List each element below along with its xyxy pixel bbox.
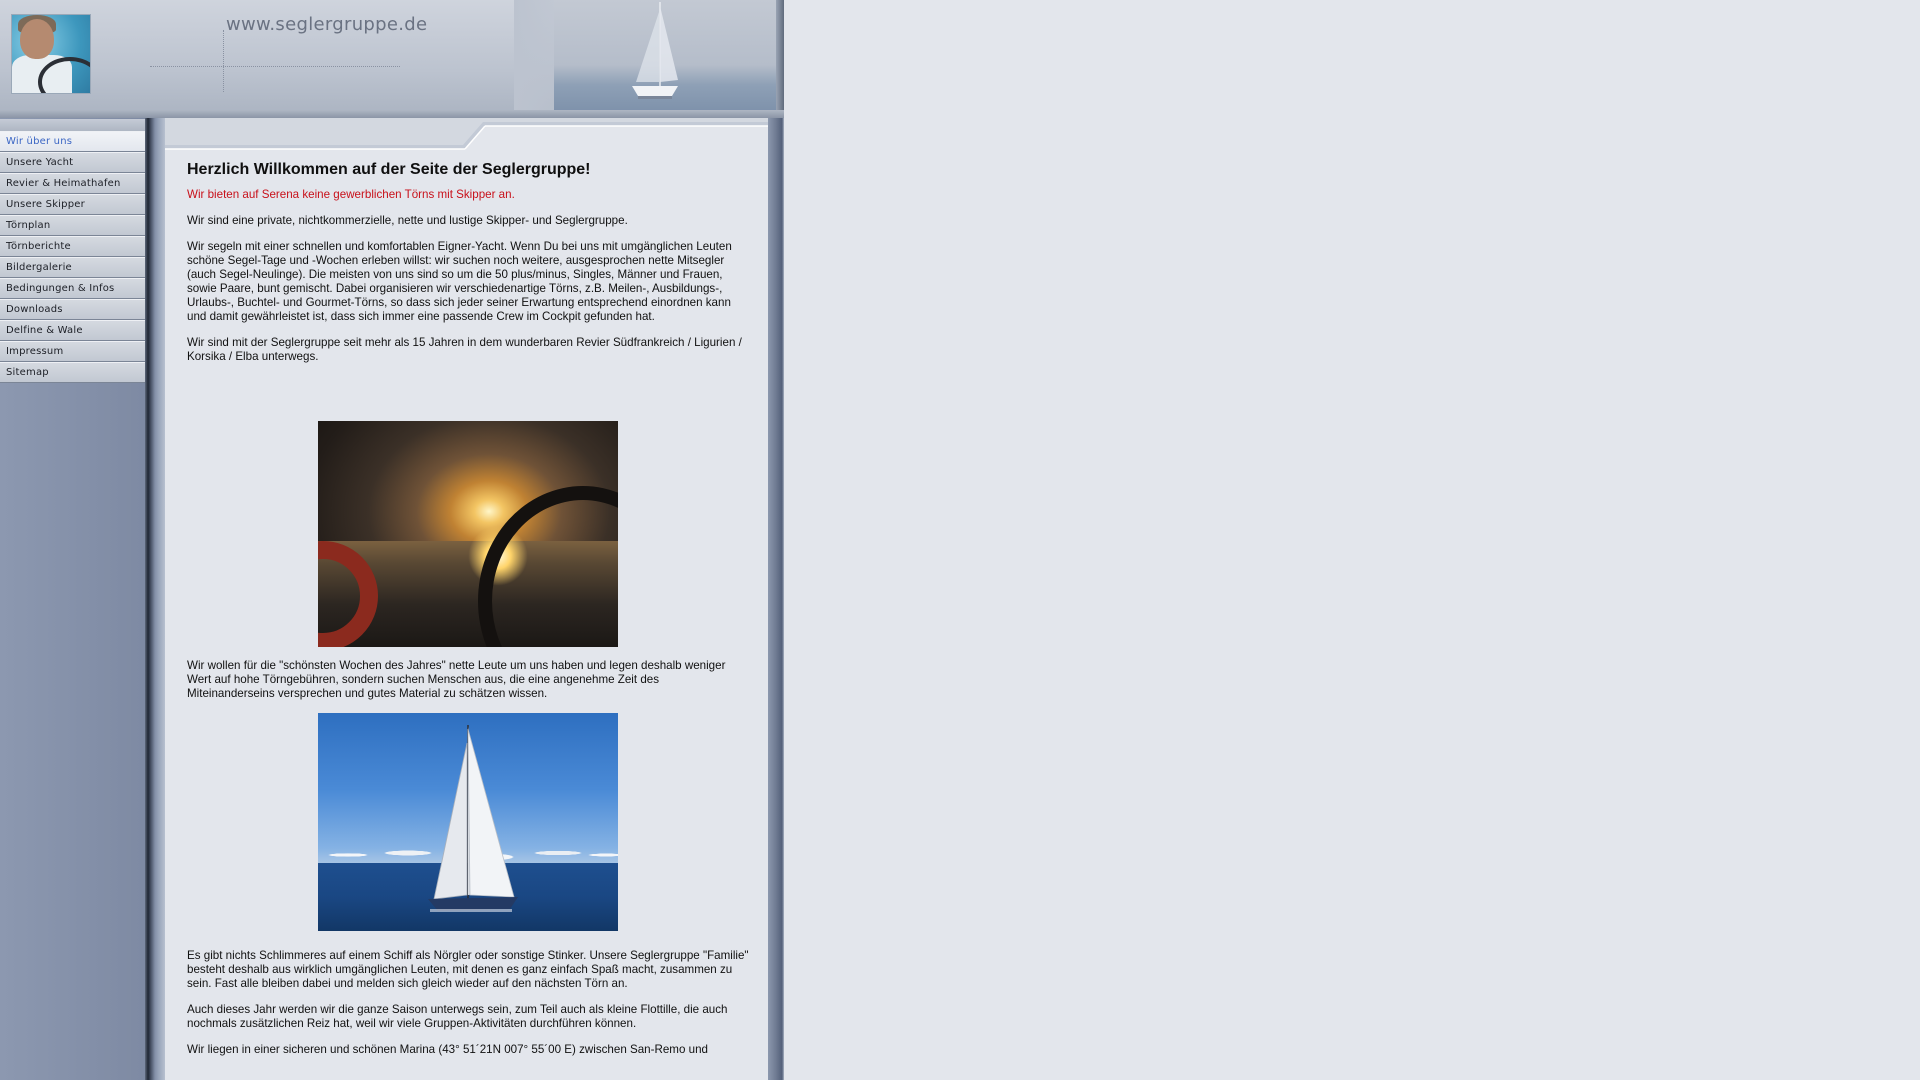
nav-item-impressum[interactable]: Impressum xyxy=(0,341,145,362)
header-banner xyxy=(0,0,784,118)
nav-item-toernberichte[interactable]: Törnberichte xyxy=(0,236,145,257)
crew-paragraph: Es gibt nichts Schlimmeres auf einem Schiff als Nörgler oder sonstige Stinker. Unsere Seglergruppe "Familie" besteht deshalb aus wirklich umgänglichen Leuten, mit denen es ganz einfach Spaß macht, zusammen zu sein. Fast alle bleiben dabei und melden sich gleich wieder auf den nächsten Törn an. xyxy=(187,949,749,990)
portrait-face xyxy=(20,19,54,59)
nav-item-delfine-wale[interactable]: Delfine & Wale xyxy=(0,320,145,341)
nav-item-bildergalerie[interactable]: Bildergalerie xyxy=(0,257,145,278)
helm-wheel xyxy=(478,486,618,647)
site-url-title: www.seglergruppe.de xyxy=(226,14,428,35)
season-paragraph: Auch dieses Jahr werden wir die ganze Saison unterwegs sein, zum Teil auch als kleine Flottille, die auch nochmals zusätzlichen Reiz hat, weil wir viele Gruppen-Aktivitäten durchführen können. xyxy=(187,1003,728,1030)
main-content xyxy=(187,163,749,1069)
sunset-photo xyxy=(318,421,618,647)
header-dotline-horizontal xyxy=(150,66,400,67)
intro-paragraph: Wir sind eine private, nichtkommerzielle, nette und lustige Skipper- und Seglergruppe. xyxy=(187,214,628,227)
header-edge xyxy=(776,0,784,118)
nav-item-sitemap[interactable]: Sitemap xyxy=(0,362,145,383)
nav-item-unsere-yacht[interactable]: Unsere Yacht xyxy=(0,152,145,173)
page-title: Herzlich Willkommen auf der Seite der Seglergruppe! xyxy=(187,161,591,178)
nav-item-revier-heimathafen[interactable]: Revier & Heimathafen xyxy=(0,173,145,194)
nav-item-toernplan[interactable]: Törnplan xyxy=(0,215,145,236)
sailboat-photo xyxy=(318,713,618,931)
nav-item-downloads[interactable]: Downloads xyxy=(0,299,145,320)
sailboat-drawing xyxy=(318,713,618,931)
sidebar-divider xyxy=(145,118,165,1080)
sailboat-icon xyxy=(620,0,680,104)
region-paragraph: Wir sind mit der Seglergruppe seit mehr als 15 Jahren in dem wunderbaren Revier Südfrankreich / Ligurien / Korsika / Elba unterwegs. xyxy=(187,336,742,363)
sidebar-nav xyxy=(0,131,145,383)
right-edge-bar xyxy=(768,118,784,1080)
people-paragraph: Wir wollen für die "schönsten Wochen des Jahres" nette Leute um uns haben und legen deshalb weniger Wert auf hohe Törngebühren, sondern suchen Menschen aus, die eine angenehme Zeit des Miteinanderseins versprechen und gutes Material zu schätzen wissen. xyxy=(187,659,726,700)
portrait-photo xyxy=(11,14,91,94)
notice-text: Wir bieten auf Serena keine gewerblichen Törns mit Skipper an. xyxy=(187,188,515,201)
nav-item-wir-ueber-uns[interactable]: Wir über uns xyxy=(0,131,145,152)
nav-item-bedingungen-infos[interactable]: Bedingungen & Infos xyxy=(0,278,145,299)
header-bottom-band xyxy=(0,110,784,118)
marina-paragraph: Wir liegen in einer sicheren und schönen Marina (43° 51´21N 007° 55´00 E) zwischen San-Remo und xyxy=(187,1043,708,1056)
nav-top-bar xyxy=(0,119,145,131)
header-dotline-vertical xyxy=(223,30,224,92)
site-frame xyxy=(0,0,784,1080)
content-tab-header xyxy=(165,118,768,152)
nav-item-unsere-skipper[interactable]: Unsere Skipper xyxy=(0,194,145,215)
description-paragraph: Wir segeln mit einer schnellen und komfortablen Eigner-Yacht. Wenn Du bei uns mit umgänglichen Leuten schöne Segel-Tage und -Wochen erleben willst: wir suchen noch weitere, ausgesprochen nette Mitsegler (auch Segel-Neulinge). Die meisten von uns sind so um die 50 plus/minus, Singles, Männer und Frauen, sowie Paare, bunt gemischt. Dabei organisieren wir verschiedenartige Törns, z.B. Meilen-, Ausbildungs-, Urlaubs-, Buchtel- und Gourmet-Törns, so dass sich jeder seiner Erwartung entsprechend einordnen kann und damit gewährleistet ist, dass sich immer eine passende Crew im Cockpit gefunden hat. xyxy=(187,240,732,323)
